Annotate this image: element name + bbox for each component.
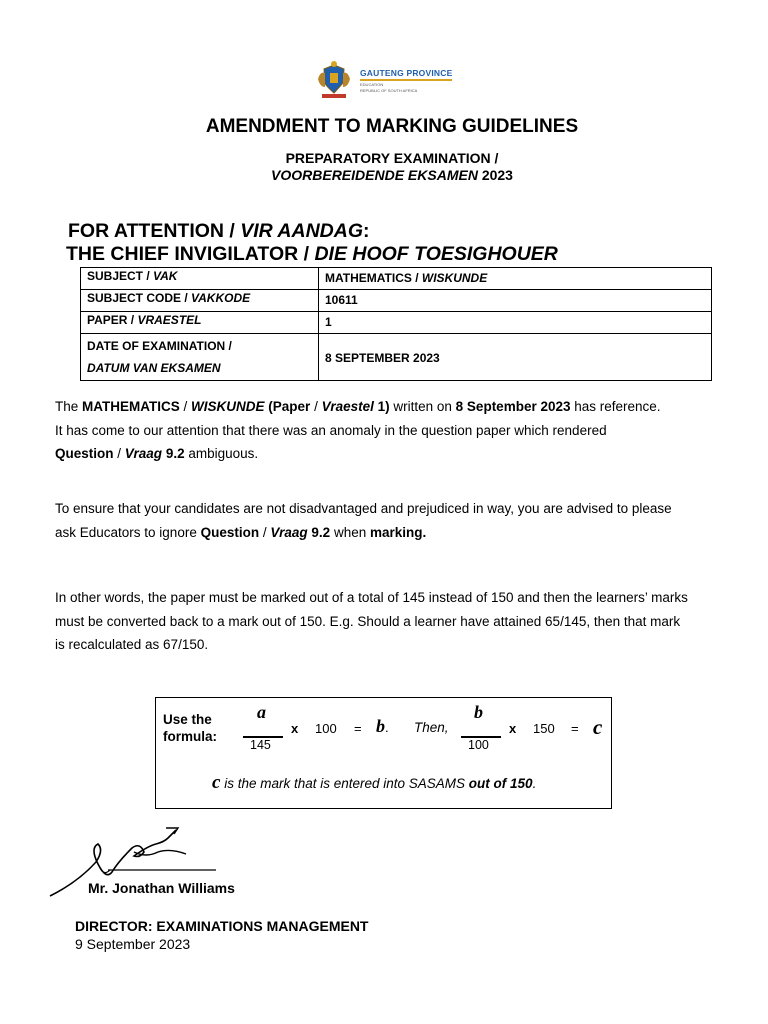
equals-sign-2: =: [571, 721, 579, 736]
attention-colon: :: [363, 220, 370, 242]
result-c: c: [593, 715, 603, 739]
paragraph-line: It has come to our attention that there was an anomaly in the question paper which rendered: [55, 422, 607, 438]
var-b-numerator: b: [474, 702, 483, 722]
signature-block: [48, 822, 298, 902]
exam-info-table: [80, 267, 712, 381]
denominator-145: 145: [250, 738, 271, 752]
one-fifty: 150: [533, 721, 555, 736]
row-value: MATHEMATICS / WISKUNDE: [319, 268, 712, 290]
attention-label: FOR ATTENTION /: [68, 220, 241, 242]
prep-exam-line2: [0, 167, 768, 183]
paragraph-line: In other words, the paper must be marked out of a total of 145 instead of 150 and then the learners’ marks: [55, 590, 688, 605]
attention-label-afrikaans: VIR AANDAG: [240, 220, 364, 242]
table-row: [81, 334, 712, 381]
paragraph-recalculation: [55, 586, 725, 657]
result-b: b.: [376, 716, 389, 736]
document-title: AMENDMENT TO MARKING GUIDELINES: [205, 116, 579, 137]
director-title: DIRECTOR: EXAMINATIONS MANAGEMENT: [75, 918, 369, 934]
paragraph-line: is recalculated as 67/150.: [55, 637, 209, 652]
paragraph-instruction: [55, 497, 725, 544]
paragraph-line: Question / Vraag 9.2 ambiguous.: [55, 446, 259, 461]
formula-label: [163, 711, 217, 745]
then-label: Then,: [414, 720, 449, 735]
equals-sign: =: [354, 721, 362, 736]
prep-exam-afrikaans: VOORBEREIDENDE EKSAMEN: [271, 167, 478, 183]
paragraph-line: ask Educators to ignore Question / Vraag 9.2 when marking.: [55, 524, 427, 540]
paragraph-line: must be converted back to a mark out of 150. E.g. Should a learner have attained 65/145, then that mark: [55, 613, 681, 629]
denominator-100: 100: [468, 738, 489, 752]
prep-exam-line1: PREPARATORY EXAMINATION /: [285, 150, 499, 166]
row-value: 1: [319, 312, 712, 334]
row-label: PAPER / VRAESTEL: [81, 312, 319, 334]
table-row: [81, 268, 712, 290]
row-value: 10611: [319, 290, 712, 312]
formula-label-line2: formula:: [163, 729, 217, 744]
prep-exam-year: 2023: [481, 167, 513, 183]
coat-of-arms-icon: [312, 59, 356, 103]
table-row: [81, 312, 712, 334]
logo-dept: EDUCATION: [360, 82, 384, 88]
logo-republic: REPUBLIC OF SOUTH AFRICA: [360, 88, 418, 94]
paragraph-line: The MATHEMATICS / WISKUNDE (Paper / Vraestel 1) written on 8 September 2023 has reference.: [55, 399, 661, 414]
var-a: a: [257, 702, 266, 722]
paragraph-line: To ensure that your candidates are not disadvantaged and prejudiced in way, you are advised to please: [55, 501, 672, 516]
chief-invigilator-afrikaans: DIE HOOF TOESIGHOUER: [314, 243, 558, 265]
gauteng-logo: [312, 58, 454, 104]
times-sign: x: [291, 721, 299, 736]
logo-text: [360, 69, 452, 94]
formula-box: [155, 697, 612, 809]
row-label: DATE OF EXAMINATION / DATUM VAN EKSAMEN: [81, 334, 319, 381]
signature-date: 9 September 2023: [75, 936, 191, 952]
attention-line: [68, 220, 370, 243]
times-sign-2: x: [509, 721, 517, 736]
chief-invigilator-line: [66, 243, 558, 266]
hundred: 100: [315, 721, 337, 736]
formula-label-line1: Use the: [163, 712, 212, 727]
logo-province: GAUTENG PROVINCE: [360, 67, 453, 78]
chief-invigilator-label: THE CHIEF INVIGILATOR /: [66, 243, 315, 265]
signature-icon: [48, 822, 298, 902]
table-row: [81, 290, 712, 312]
row-label: SUBJECT / VAK: [81, 268, 319, 290]
row-value: 8 SEPTEMBER 2023: [319, 334, 712, 381]
signatory-name: Mr. Jonathan Williams: [88, 880, 235, 896]
paragraph-reference: [55, 395, 725, 466]
formula-note: c is the mark that is entered into SASAMS out of 150.: [212, 772, 537, 793]
logo-bar: [360, 79, 452, 81]
row-label: SUBJECT CODE / VAKKODE: [81, 290, 319, 312]
